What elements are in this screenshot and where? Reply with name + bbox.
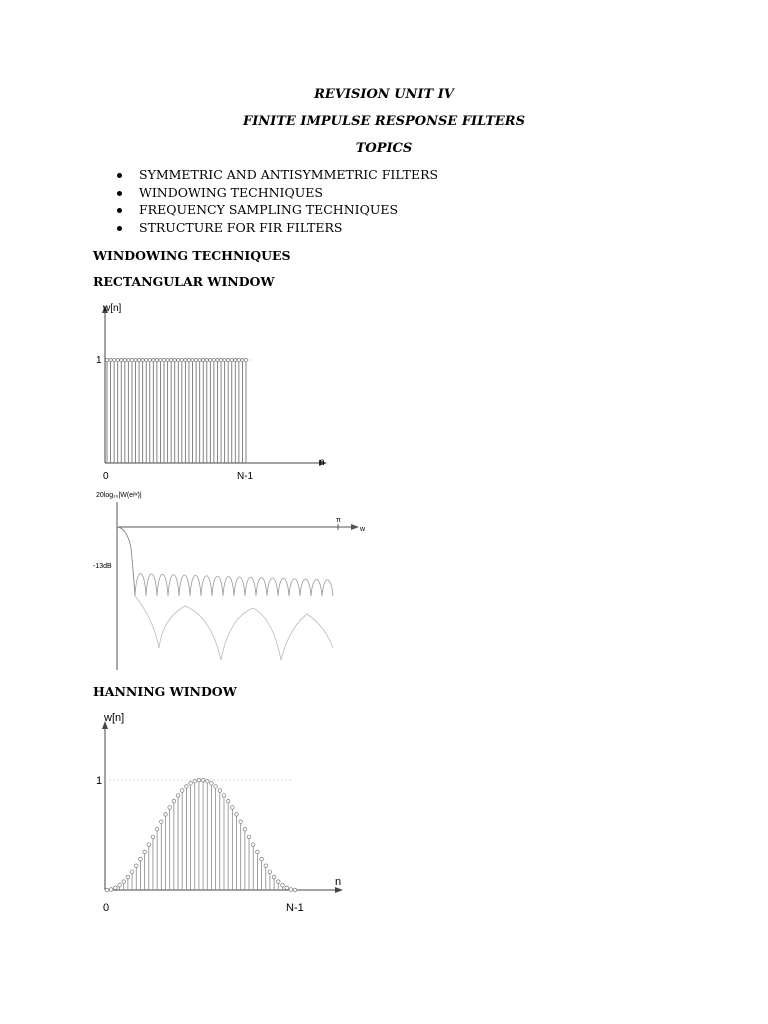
stem-marker: [205, 779, 209, 783]
stem-marker: [191, 358, 194, 361]
stem-marker: [109, 888, 113, 892]
sidelobes: [135, 574, 333, 597]
stem-marker: [234, 358, 237, 361]
x-axis-label: n: [319, 457, 325, 468]
stem-marker: [202, 358, 205, 361]
y-axis-label: 20log₁₀|W(eʲʷ)|: [96, 492, 142, 499]
stem-marker: [105, 888, 109, 892]
stem-marker: [268, 870, 272, 874]
x-tick-label-n1: N-1: [237, 471, 254, 482]
stem-marker: [145, 358, 148, 361]
stem-marker: [241, 358, 244, 361]
rectangular-window-plot: [93, 297, 333, 485]
stem-marker: [285, 886, 289, 890]
stem-marker: [251, 843, 255, 847]
stem-marker: [195, 358, 198, 361]
stem-marker: [127, 358, 130, 361]
stem-marker: [205, 358, 208, 361]
stem-marker: [137, 358, 140, 361]
x-tick-label-zero: 0: [103, 471, 109, 482]
stem-marker: [239, 820, 243, 824]
stem-marker: [177, 358, 180, 361]
stem-marker: [176, 794, 180, 798]
stem-marker: [272, 875, 276, 879]
stem-marker: [141, 358, 144, 361]
stem-marker: [281, 883, 285, 887]
topics-heading: TOPICS: [355, 141, 413, 156]
stem-marker: [187, 358, 190, 361]
stem-marker: [151, 835, 155, 839]
stem-marker: [162, 358, 165, 361]
stem-marker: [105, 358, 108, 361]
hanning-stems: [105, 778, 297, 891]
stem-marker: [198, 358, 201, 361]
x-tick-label-zero: 0: [103, 902, 110, 914]
list-item: STRUCTURE FOR FIR FILTERS: [93, 219, 438, 237]
x-axis-arrow-icon: [351, 524, 359, 530]
stem-marker: [276, 880, 280, 884]
stem-marker: [230, 358, 233, 361]
stem-marker: [172, 799, 176, 803]
section-heading-windowing: WINDOWING TECHNIQUES: [93, 248, 291, 263]
stem-marker: [130, 870, 134, 874]
stem-marker: [109, 358, 112, 361]
stem-marker: [197, 778, 201, 782]
stem-marker: [231, 806, 235, 810]
stem-marker: [173, 358, 176, 361]
stem-marker: [184, 358, 187, 361]
stem-marker: [244, 358, 247, 361]
stem-marker: [168, 806, 172, 810]
stem-marker: [223, 358, 226, 361]
x-axis-label: w: [360, 526, 366, 533]
stem-marker: [148, 358, 151, 361]
stem-marker: [210, 782, 214, 786]
stem-marker: [212, 358, 215, 361]
stem-marker: [180, 789, 184, 793]
stem-marker: [147, 843, 151, 847]
stem-marker: [260, 857, 264, 861]
hanning-window-plot: [93, 707, 353, 917]
section-heading-rectangular: RECTANGULAR WINDOW: [93, 274, 275, 289]
stem-marker: [159, 358, 162, 361]
stem-marker: [143, 850, 147, 854]
stem-marker: [134, 358, 137, 361]
section-heading-hanning: HANNING WINDOW: [93, 684, 237, 699]
stem-marker: [152, 358, 155, 361]
stem-marker: [218, 789, 222, 793]
y-axis-label: w[n]: [103, 303, 122, 314]
stem-marker: [293, 888, 297, 892]
list-item: FREQUENCY SAMPLING TECHNIQUES: [93, 201, 438, 219]
stem-marker: [256, 850, 260, 854]
doc-title: REVISION UNIT IV: [314, 87, 454, 102]
stem-marker: [185, 785, 189, 789]
stem-marker: [155, 358, 158, 361]
stem-marker: [264, 864, 268, 868]
stem-marker: [201, 778, 205, 782]
y-tick-label: 1: [96, 355, 102, 366]
y-tick-label: -13dB: [93, 563, 112, 570]
stem-marker: [226, 799, 230, 803]
y-tick-label: 1: [96, 775, 103, 787]
stem-marker: [193, 779, 197, 783]
stem-marker: [235, 813, 239, 817]
list-item: WINDOWING TECHNIQUES: [93, 184, 438, 202]
x-tick-label: π: [336, 517, 341, 524]
main-lobe: [117, 527, 135, 596]
stem-marker: [113, 358, 116, 361]
stem-marker: [134, 864, 138, 868]
stem-marker: [123, 358, 126, 361]
stem-marker: [114, 886, 118, 890]
stem-marker: [227, 358, 230, 361]
rectangular-spectrum-figure: [93, 488, 369, 672]
hanning-window-figure: [93, 707, 353, 917]
x-tick-label-n1: N-1: [286, 902, 304, 914]
stem-marker: [180, 358, 183, 361]
doc-subtitle: FINITE IMPULSE RESPONSE FILTERS: [242, 114, 525, 129]
stem-marker: [216, 358, 219, 361]
stem-marker: [219, 358, 222, 361]
stem-marker: [289, 888, 293, 892]
rectangular-stems: [105, 358, 247, 463]
rectangular-window-figure: [93, 297, 333, 485]
stem-marker: [126, 875, 130, 879]
stem-marker: [237, 358, 240, 361]
stem-marker: [155, 827, 159, 831]
stem-marker: [164, 813, 168, 817]
spectrum-curves: [117, 527, 333, 660]
stem-marker: [247, 835, 251, 839]
stem-marker: [118, 883, 122, 887]
list-item: SYMMETRIC AND ANTISYMMETRIC FILTERS: [93, 166, 438, 184]
x-axis-label: n: [335, 876, 342, 888]
stem-marker: [139, 857, 143, 861]
stem-marker: [116, 358, 119, 361]
stem-marker: [122, 880, 126, 884]
stem-marker: [170, 358, 173, 361]
stem-marker: [166, 358, 169, 361]
y-axis-label: w[n]: [104, 712, 125, 724]
stem-marker: [130, 358, 133, 361]
stem-marker: [214, 785, 218, 789]
stem-marker: [209, 358, 212, 361]
stem-marker: [160, 820, 164, 824]
stem-marker: [189, 782, 193, 786]
stem-marker: [120, 358, 123, 361]
rectangular-spectrum-plot: [93, 488, 369, 672]
stem-marker: [222, 794, 226, 798]
stem-marker: [243, 827, 247, 831]
topics-list: [93, 166, 438, 236]
null-envelope: [135, 596, 333, 660]
